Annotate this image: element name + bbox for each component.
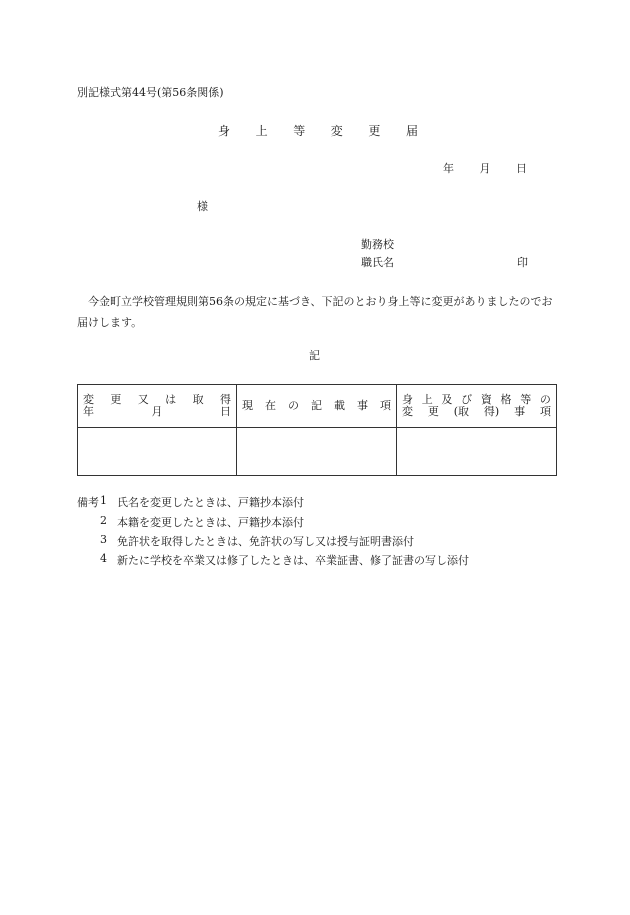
name-label: 職氏名 [361,256,394,269]
current-entry-header: 現 在 の 記 載 事 項 [237,385,397,428]
title-char: 身 [218,124,231,138]
note-number: 1 [100,494,107,507]
day-label: 日 [516,162,527,175]
note-item [100,494,304,510]
addressee-suffix: 様 [197,200,208,213]
change-details-header: 身 上 及 び 資 格 等 の 変 更 (取 得) 事 項 [397,385,557,428]
year-label: 年 [443,162,454,175]
note-item [100,533,414,549]
change-details-cell[interactable] [397,428,557,476]
month-label: 月 [479,162,491,175]
title-char: 更 [368,124,381,138]
ki-label: 記 [309,349,320,362]
change-date-header: 変 更 又 は 取 得 年 月 日 [78,385,237,428]
title-char: 上 [255,124,268,138]
note-number: 2 [100,514,107,527]
note-text: 本籍を変更したときは、戸籍抄本添付 [117,516,304,529]
note-text: 新たに学校を卒業又は修了したときは、卒業証書、修了証書の写し添付 [117,554,469,567]
title-char: 等 [293,124,306,138]
body-text: 今金町立学校管理規則第56条の規定に基づき、下記のとおり身上等に変更がありましたのでお届けします。 [77,295,553,329]
table-header-row [78,385,557,428]
date-line [443,160,527,176]
seal-label: 印 [517,256,528,269]
note-text: 氏名を変更したときは、戸籍抄本添付 [117,496,304,509]
document-title [218,122,418,139]
name-row [361,254,528,270]
note-number: 4 [100,552,107,565]
note-text: 免許状を取得したときは、免許状の写し又は授与証明書添付 [117,535,414,548]
note-number: 3 [100,533,107,546]
current-entry-cell[interactable] [237,428,397,476]
note-item [100,514,304,530]
notes-label: 備考 [77,496,99,509]
title-char: 変 [330,124,343,138]
form-id: 別記様式第44号(第56条関係) [77,86,224,99]
school-label: 勤務校 [361,238,394,251]
note-item [100,552,469,568]
change-date-cell[interactable] [78,428,237,476]
title-char: 届 [405,124,418,138]
records-table [77,384,557,476]
table-row [78,428,557,476]
